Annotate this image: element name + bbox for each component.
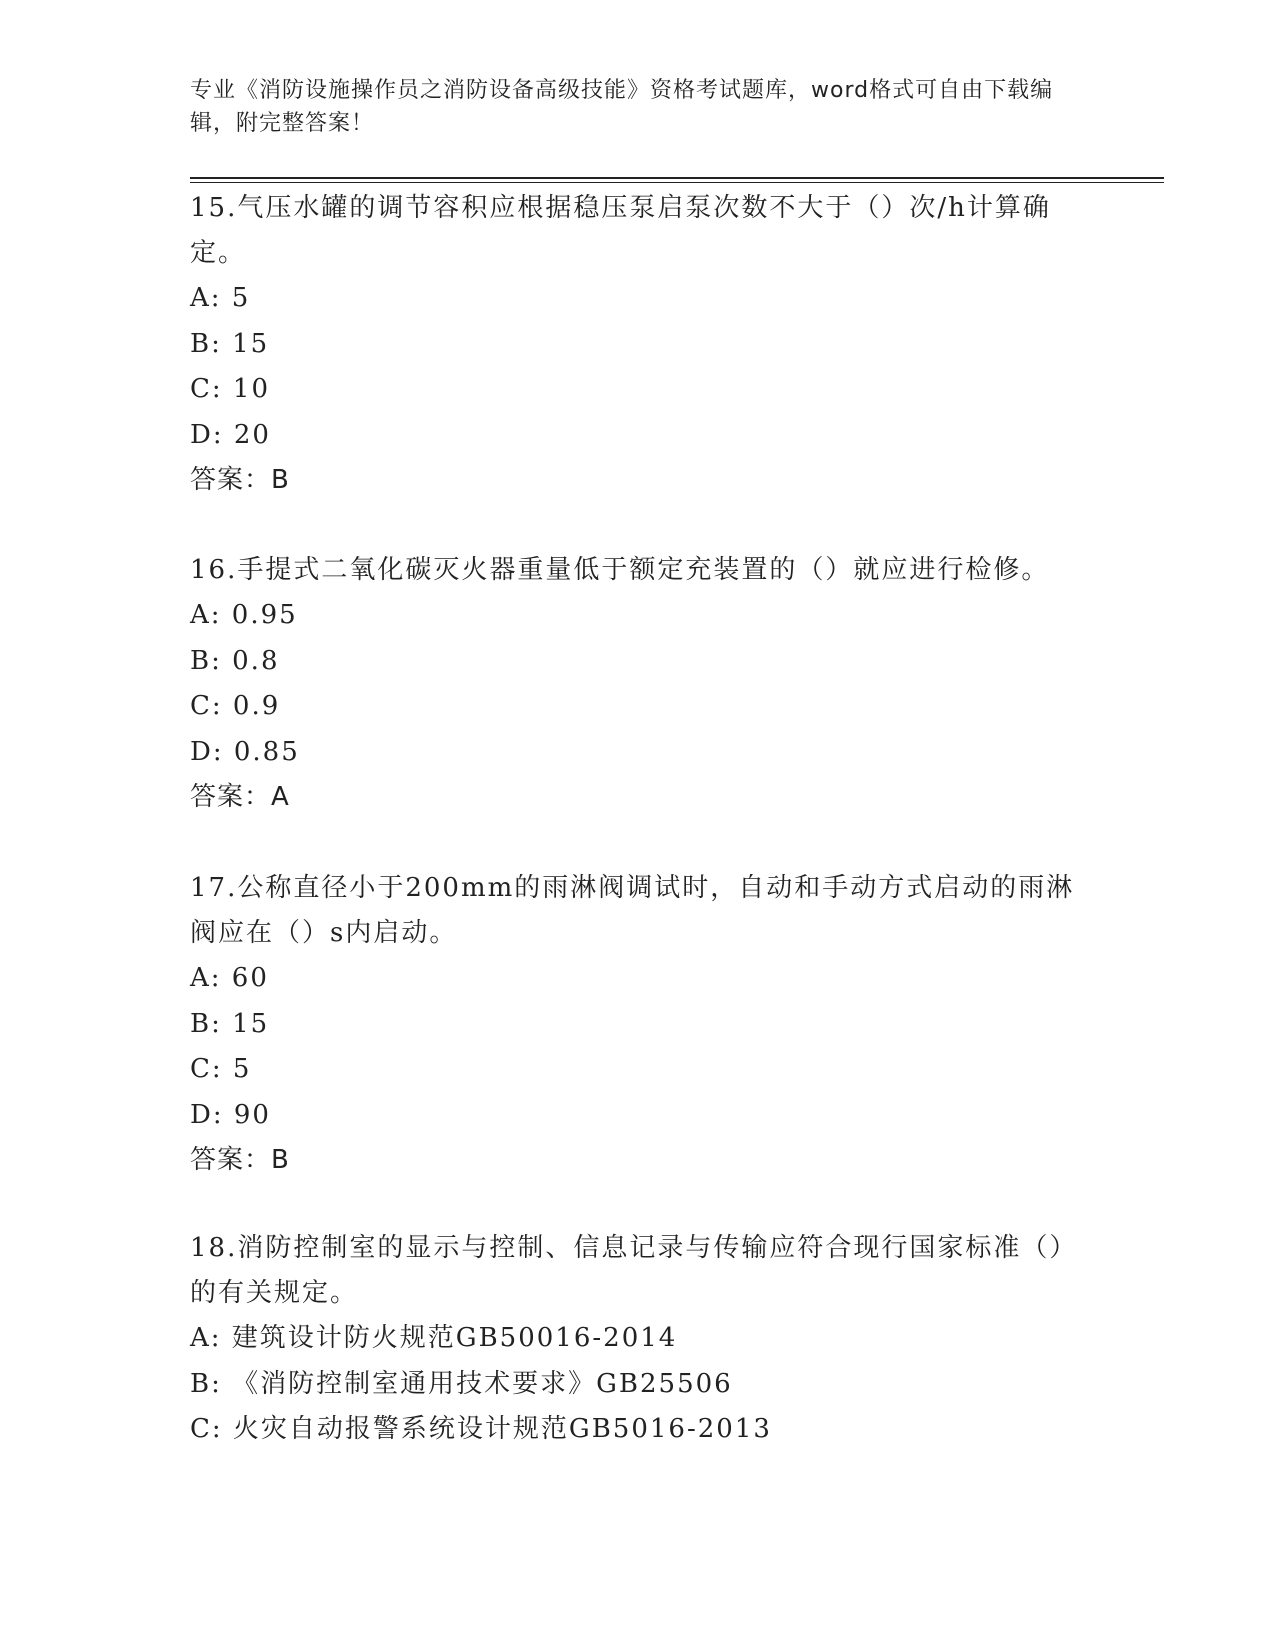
option-a: A: 建筑设计防火规范GB50016-2014 — [190, 1323, 678, 1353]
option-d: D: 90 — [190, 1099, 271, 1130]
answer-line: 答案：B — [190, 1145, 290, 1176]
option-c: C: 5 — [190, 1054, 252, 1085]
question-block-16 — [190, 548, 1090, 820]
option-a: A: 5 — [190, 283, 251, 313]
question-block-15 — [190, 186, 1090, 503]
answer-line: 答案：B — [190, 465, 290, 496]
question-text: 15.气压水罐的调节容积应根据稳压泵启泵次数不大于（）次/h计算确定。 — [190, 193, 1051, 268]
option-a: A: 0.95 — [190, 600, 298, 630]
answer-line: 答案：A — [190, 782, 290, 813]
option-c: C: 火灾自动报警系统设计规范GB5016-2013 — [190, 1414, 772, 1445]
question-text: 17.公称直径小于200mm的雨淋阀调试时，自动和手动方式启动的雨淋阀应在（）s内启动。 — [190, 873, 1075, 948]
option-c: C: 0.9 — [190, 691, 281, 722]
question-text: 18.消防控制室的显示与控制、信息记录与传输应符合现行国家标准（）的有关规定。 — [190, 1233, 1078, 1308]
option-d: D: 20 — [190, 419, 271, 450]
header-divider-thick — [190, 177, 1164, 179]
option-b: B: 15 — [190, 328, 270, 359]
document-header: 专业《消防设施操作员之消防设备高级技能》资格考试题库，word格式可自由下载编辑，附完整答案！ — [190, 78, 1054, 136]
question-text: 16.手提式二氧化碳灭火器重量低于额定充装置的（）就应进行检修。 — [190, 555, 1050, 585]
option-b: B: 0.8 — [190, 645, 280, 676]
option-c: C: 10 — [190, 374, 271, 405]
option-d: D: 0.85 — [190, 736, 300, 767]
question-block-17 — [190, 866, 1090, 1183]
option-b: B: 15 — [190, 1008, 270, 1039]
option-b: B: 《消防控制室通用技术要求》GB25506 — [190, 1368, 733, 1399]
option-a: A: 60 — [190, 963, 269, 993]
question-block-18 — [190, 1226, 1090, 1453]
header-divider-thin — [190, 182, 1164, 183]
